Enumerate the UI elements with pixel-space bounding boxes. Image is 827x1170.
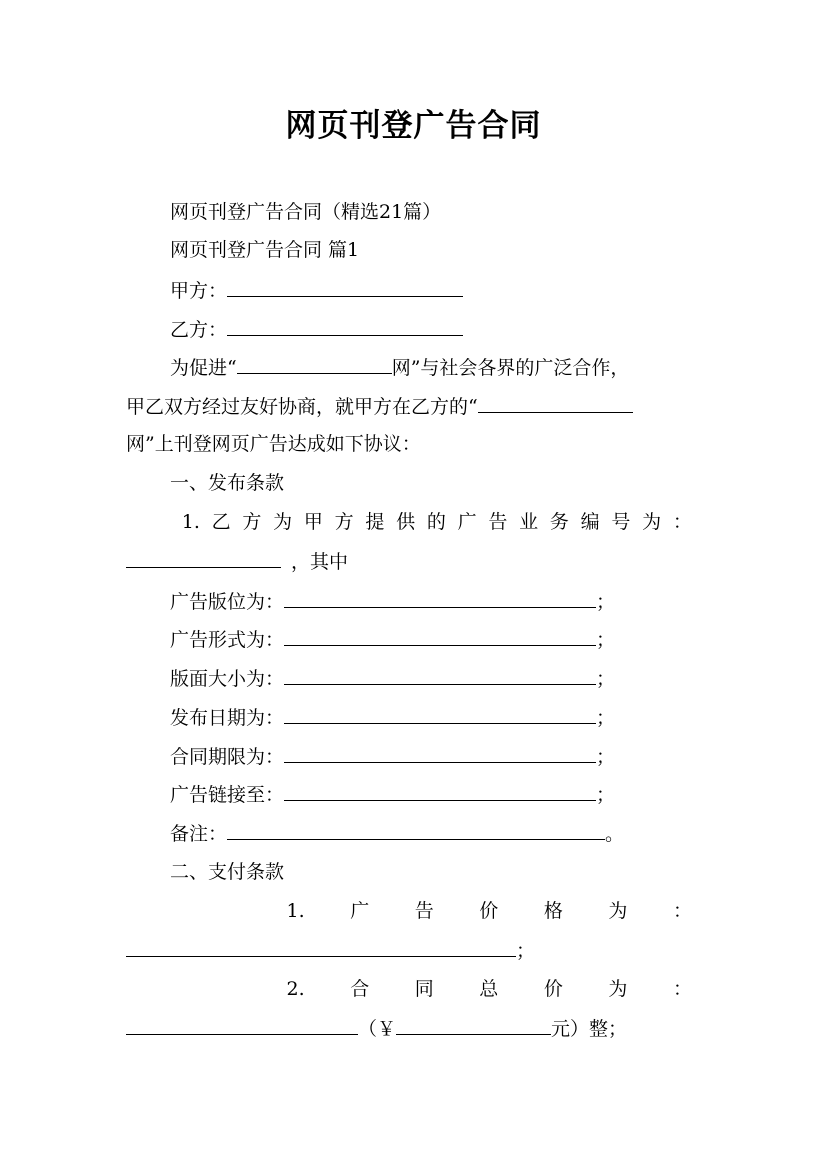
justified-char: 1. (286, 900, 305, 922)
party-b-line (170, 317, 463, 342)
party-a-label: 甲方： (170, 280, 228, 302)
section-2-item-2 (126, 977, 692, 1001)
ad-number-blank (126, 549, 281, 568)
intro-line-3: 网”上刊登网页广告达成如下协议： (126, 433, 421, 455)
justified-char: 广 (350, 900, 370, 922)
website-name-blank (237, 355, 392, 374)
justified-char: ： (672, 978, 692, 1000)
justified-char: 号 (611, 511, 631, 533)
justified-char: 供 (396, 511, 416, 533)
justified-char: 乙 (211, 511, 231, 533)
currency-close: 元）整； (551, 1018, 628, 1040)
justified-char: 总 (479, 978, 499, 1000)
justified-char: 合 (350, 978, 370, 1000)
section-2-item-2-cont (126, 1016, 627, 1041)
section-1-heading: 一、发布条款 (170, 472, 285, 494)
justified-char: 广 (457, 511, 477, 533)
justified-char: 编 (580, 511, 600, 533)
intro-text: 为促进“ (170, 357, 237, 379)
field-label: 版面大小为： (170, 668, 285, 690)
subtitle: 网页刊登广告合同（精选21篇） (170, 201, 442, 223)
justified-char: ： (672, 511, 692, 533)
field-label: 广告版位为： (170, 591, 285, 613)
field-line-size (170, 666, 615, 691)
intro-text: 甲乙双方经过友好协商，就甲方在乙方的“ (126, 396, 478, 418)
justified-char: 的 (426, 511, 446, 533)
website-name-blank-2 (478, 394, 633, 413)
field-line-link (170, 782, 615, 807)
field-blank (284, 705, 596, 724)
field-end: ； (596, 707, 616, 729)
remark-blank (227, 821, 605, 840)
party-b-label: 乙方： (170, 319, 228, 341)
remark-label: 备注： (170, 823, 228, 845)
justified-char: 方 (242, 511, 262, 533)
justified-char: 甲 (303, 511, 323, 533)
total-price-number-blank (396, 1016, 551, 1035)
justified-char: ： (672, 900, 692, 922)
field-line-term (170, 744, 615, 769)
section-2-heading: 二、支付条款 (170, 861, 285, 883)
field-blank (284, 666, 596, 685)
field-blank (284, 589, 596, 608)
party-b-blank (227, 317, 463, 336)
field-blank (284, 782, 596, 801)
field-label: 合同期限为： (170, 746, 285, 768)
ad-price-blank (126, 938, 516, 957)
justified-char: 为 (608, 900, 628, 922)
justified-char: 格 (543, 900, 563, 922)
party-a-blank (227, 278, 463, 297)
justified-char: 为 (608, 978, 628, 1000)
field-end: ； (596, 629, 616, 651)
field-label: 广告形式为： (170, 629, 285, 651)
field-line-format (170, 627, 615, 652)
justified-char: 为 (273, 511, 293, 533)
section-2-item-1 (126, 899, 692, 923)
justified-char: 告 (488, 511, 508, 533)
field-line-placement (170, 589, 615, 614)
justified-char: 价 (543, 978, 563, 1000)
document-title: 网页刊登广告合同 (285, 108, 542, 144)
item-end: ； (516, 940, 536, 962)
section-2-item-1-cont (126, 938, 535, 963)
justified-char: 为 (642, 511, 662, 533)
justified-char: 2. (286, 978, 305, 1000)
justified-char: 业 (519, 511, 539, 533)
field-end: ； (596, 784, 616, 806)
intro-text: 网”与社会各界的广泛合作， (391, 357, 630, 379)
justified-char: 同 (414, 978, 434, 1000)
party-a-line (170, 278, 463, 303)
justified-char: 务 (549, 511, 569, 533)
field-label: 发布日期为： (170, 707, 285, 729)
justified-char: 提 (365, 511, 385, 533)
justified-char: 价 (479, 900, 499, 922)
field-line-date (170, 705, 615, 730)
justified-char: 方 (334, 511, 354, 533)
field-end: ； (596, 746, 616, 768)
field-blank (284, 627, 596, 646)
section-1-item-1 (126, 510, 692, 534)
intro-line-2 (126, 394, 633, 419)
total-price-words-blank (126, 1016, 358, 1035)
remark-line (170, 821, 624, 846)
field-blank (284, 744, 596, 763)
chapter-heading: 网页刊登广告合同 篇1 (170, 239, 360, 261)
intro-line-1 (170, 355, 629, 380)
field-label: 广告链接至： (170, 784, 285, 806)
field-end: ； (596, 668, 616, 690)
remark-end: 。 (605, 823, 625, 845)
field-end: ； (596, 591, 616, 613)
item-tail: ，其中 (291, 551, 349, 573)
justified-char: 告 (414, 900, 434, 922)
section-1-item-1-cont (126, 549, 348, 574)
currency-open: （￥ (358, 1018, 397, 1040)
justified-char: 1. (181, 511, 200, 533)
